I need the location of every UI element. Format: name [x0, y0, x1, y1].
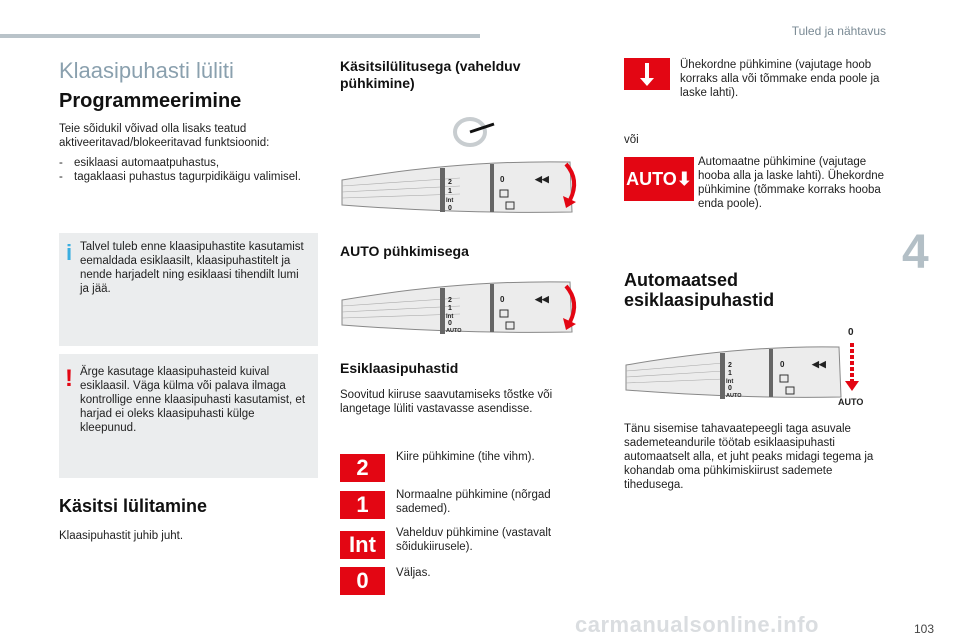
- feature-list: [59, 156, 319, 184]
- front-wipers-heading: Esiklaasipuhastid: [340, 360, 459, 376]
- single-wipe-text: Ühekordne pühkimine (vajutage hoob korraks alla või tõmmake enda poole ja laske lahti).: [680, 59, 880, 99]
- auto-heading: AUTO pühkimisega: [340, 243, 469, 259]
- section-title: Tuled ja nähtavus: [791, 24, 886, 38]
- auto-wipers-heading: Automaatsed esiklaasipuhastid: [624, 270, 775, 310]
- info-text: Talvel tuleb enne klaasipuhastite kasutamist eemaldada esiklaasilt, klaasipuhastitelt ja nende harjadelt ning esiklaasi tihendilt lumi ja jää.: [80, 241, 304, 295]
- info-icon: i: [65, 240, 73, 265]
- page-number: 103: [914, 622, 935, 636]
- stalk-label-1: 1: [448, 305, 452, 312]
- svg-text:1: 1: [728, 370, 732, 377]
- wiper-stalk-sensor-diagram: [624, 325, 874, 415]
- position-label-1: Normaalne pühkimine (nõrgad sademed).: [396, 489, 551, 515]
- position-badge-0: 0: [340, 567, 385, 595]
- svg-text:◀◀: ◀◀: [535, 294, 549, 304]
- programming-heading: Programmeerimine: [59, 90, 242, 112]
- position-label-int: Vahelduv pühkimine (vastavalt sõidukiirusele).: [396, 527, 552, 553]
- stalk-label-0: 0: [448, 320, 452, 327]
- position-badge-int: Int: [340, 531, 385, 559]
- steering-wheel-icon: [448, 112, 498, 152]
- chapter-number: 4: [902, 226, 929, 279]
- position-badge-2: 2: [340, 454, 385, 482]
- stalk-label-1: 1: [448, 188, 452, 195]
- svg-text:◀◀: ◀◀: [812, 359, 826, 369]
- stalk-label-2: 2: [448, 297, 452, 304]
- svg-text:0: 0: [728, 385, 732, 392]
- manual-heading: Käsitsi lülitamine: [59, 496, 208, 516]
- rotate-arrow-icon: [560, 282, 586, 332]
- arrow-down-icon: [624, 58, 670, 90]
- position-label-2: Kiire pühkimine (tihe vihm).: [396, 451, 535, 463]
- intro-text: Teie sõidukil võivad olla lisaks teatud aktiveeritavad/blokeeritavad funktsioonid:: [59, 123, 270, 149]
- stalk-label-auto: AUTO: [446, 328, 462, 334]
- list-item: - esiklaasi automaatpuhastus,: [59, 157, 220, 169]
- diagram-label-0: 0: [848, 327, 854, 338]
- diagram-label-auto: AUTO: [838, 397, 864, 407]
- page-title: Klaasipuhasti lüliti: [59, 58, 234, 83]
- intermittent-heading: Käsitsilülitusega (vahelduv pühkimine): [340, 58, 521, 91]
- stalk-label-int: Int: [446, 198, 454, 204]
- warning-text: Ärge kasutage klaasipuhasteid kuival esiklaasil. Väga külma või palava ilmaga kontrollige enne klaasipuhasti kasutamist, et harjad ei oleks klaasipuhasti külge kleepunud.: [80, 366, 306, 434]
- watermark: carmanualsonline.info: [575, 612, 819, 637]
- svg-text:2: 2: [728, 362, 732, 369]
- front-wipers-text: Soovitud kiiruse saavutamiseks tõstke või langetage lüliti vastavasse asendisse.: [340, 389, 553, 415]
- svg-text:Int: Int: [726, 379, 734, 385]
- position-badge-1: 1: [340, 491, 385, 519]
- wiper-stalk-auto-diagram: [340, 270, 585, 350]
- single-wipe-badge: [624, 58, 670, 90]
- stalk-label-0: 0: [448, 205, 452, 212]
- svg-text:0: 0: [500, 175, 505, 184]
- svg-text:0: 0: [780, 360, 785, 369]
- wiper-stalk-diagram: [340, 150, 585, 230]
- auto-badge-label: AUTO: [626, 169, 677, 189]
- svg-text:◀◀: ◀◀: [535, 174, 549, 184]
- auto-wipers-text: Tänu sisemise tahavaatepeegli taga asuvale sademeteandurile töötab esiklaasipuhasti automaatselt alla, et juht peaks midagi tegema ja kohandab oma pühkimiskiirust sademete tihedusega.: [624, 423, 874, 491]
- rotate-arrow-icon: [560, 160, 586, 210]
- header-bar: [0, 34, 480, 38]
- warning-icon: !: [65, 365, 73, 392]
- auto-badge: AUTO⬇: [624, 157, 694, 201]
- stalk-label-int: Int: [446, 314, 454, 320]
- manual-text: Klaasipuhastit juhib juht.: [59, 530, 184, 542]
- svg-text:0: 0: [500, 295, 505, 304]
- position-label-0: Väljas.: [396, 567, 431, 579]
- stalk-label-2: 2: [448, 179, 452, 186]
- or-text: või: [624, 134, 639, 146]
- svg-text:AUTO: AUTO: [726, 393, 742, 399]
- list-item: - tagaklaasi puhastus tagurpidikäigu valimisel.: [59, 171, 301, 183]
- auto-wipe-text: Automaatne pühkimine (vajutage hooba alla ja laske lahti). Ühekordne pühkimine (tõmmake korraks hooba enda poole).: [698, 156, 885, 210]
